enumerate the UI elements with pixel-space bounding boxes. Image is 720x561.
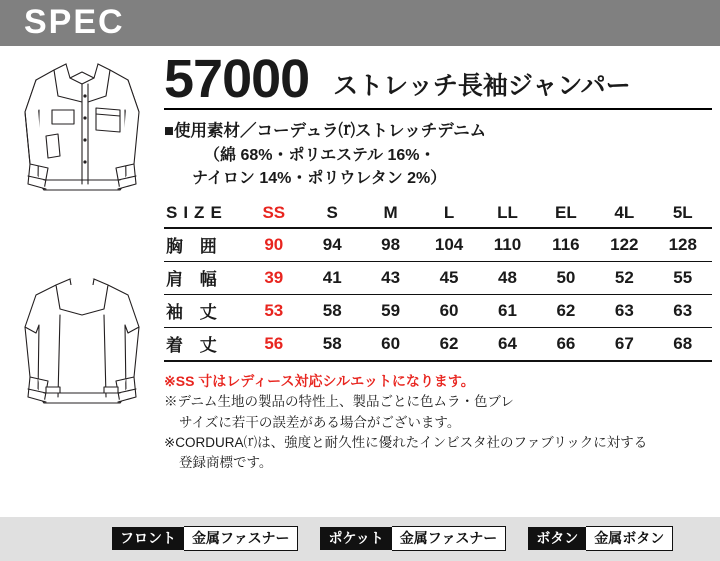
shoulder-4l: 52 [595, 262, 653, 295]
shoulder-s: 41 [303, 262, 361, 295]
sleeve-m: 59 [361, 295, 419, 328]
chest-ss: 90 [245, 228, 303, 262]
sleeve-el: 62 [537, 295, 595, 328]
sleeve-s: 58 [303, 295, 361, 328]
table-row [164, 228, 712, 262]
shoulder-ss: 39 [245, 262, 303, 295]
size-table-col-l: L [420, 200, 478, 228]
jacket-front-illustration [8, 52, 156, 227]
length-ll: 64 [478, 328, 536, 362]
length-5l: 68 [654, 328, 712, 362]
table-row [164, 262, 712, 295]
chest-l: 104 [420, 228, 478, 262]
sleeve-4l: 63 [595, 295, 653, 328]
size-table-col-4l: 4L [595, 200, 653, 228]
size-table-col-ss: SS [245, 200, 303, 228]
tag-front-key: フロント [112, 527, 184, 550]
product-name: ストレッチ長袖ジャンパー [333, 72, 631, 100]
tag-button-value: 金属ボタン [586, 526, 673, 551]
material-block [164, 120, 712, 190]
length-4l: 67 [595, 328, 653, 362]
shoulder-5l: 55 [654, 262, 712, 295]
length-l: 62 [420, 328, 478, 362]
note-cordura-trademark: ※CORDURA⒭は、強度と耐久性に優れたインビスタ社のファブリックに対する [164, 434, 648, 450]
size-table-col-s: S [303, 200, 361, 228]
chest-s: 94 [303, 228, 361, 262]
sleeve-5l: 63 [654, 295, 712, 328]
size-table [164, 200, 712, 362]
tag-front [112, 526, 298, 551]
chest-m: 98 [361, 228, 419, 262]
size-row-label-sleeve: 袖 丈 [164, 295, 245, 328]
sleeve-ll: 61 [478, 295, 536, 328]
product-number: 57000 [164, 49, 310, 109]
sleeve-ss: 53 [245, 295, 303, 328]
tag-button [528, 526, 673, 551]
length-m: 60 [361, 328, 419, 362]
chest-el: 116 [537, 228, 595, 262]
size-table-col-ll: LL [478, 200, 536, 228]
illustration-column [8, 52, 156, 512]
shoulder-l: 45 [420, 262, 478, 295]
length-s: 58 [303, 328, 361, 362]
size-row-label-length: 着 丈 [164, 328, 245, 362]
chest-ll: 110 [478, 228, 536, 262]
product-heading [164, 49, 712, 110]
shoulder-ll: 48 [478, 262, 536, 295]
notes-block [164, 371, 712, 473]
sleeve-l: 60 [420, 295, 478, 328]
size-row-label-chest: 胸 囲 [164, 228, 245, 262]
tag-front-value: 金属ファスナー [184, 526, 298, 551]
size-table-col-m: M [361, 200, 419, 228]
chest-4l: 122 [595, 228, 653, 262]
tag-pocket-key: ポケット [320, 527, 391, 550]
material-line-1: ■使用素材／コーデュラ⒭ストレッチデニム [164, 122, 487, 140]
feature-tags [112, 526, 673, 551]
spec-header-bar [0, 0, 720, 46]
spec-content [164, 49, 712, 473]
note-size-tolerance: サイズに若干の誤差がある場合がございます。 [179, 414, 461, 430]
size-table-col-5l: 5L [654, 200, 712, 228]
tag-pocket-value: 金属ファスナー [392, 526, 506, 551]
footer-bar [0, 517, 720, 561]
shoulder-m: 43 [361, 262, 419, 295]
note-ss-silhouette: ※SS 寸はレディース対応シルエットになります。 [164, 373, 475, 390]
note-cordura-trademark-2: 登録商標です。 [179, 455, 273, 471]
table-row [164, 328, 712, 362]
material-line-3: ナイロン 14%・ポリウレタン 2%） [192, 170, 447, 188]
note-denim-variation: ※デニム生地の製品の特性上、製品ごとに色ムラ・色ブレ [164, 394, 514, 410]
page-title: SPEC [24, 3, 125, 41]
length-ss: 56 [245, 328, 303, 362]
chest-5l: 128 [654, 228, 712, 262]
shoulder-el: 50 [537, 262, 595, 295]
size-table-header-row [164, 200, 712, 228]
tag-pocket [320, 526, 506, 551]
size-row-label-shoulder: 肩 幅 [164, 262, 245, 295]
material-line-2: （綿 68%・ポリエステル 16%・ [204, 146, 436, 164]
table-row [164, 295, 712, 328]
tag-button-key: ボタン [528, 527, 586, 550]
size-table-col-size: SIZE [164, 200, 245, 228]
length-el: 66 [537, 328, 595, 362]
jacket-back-illustration [8, 269, 156, 444]
size-table-col-el: EL [537, 200, 595, 228]
